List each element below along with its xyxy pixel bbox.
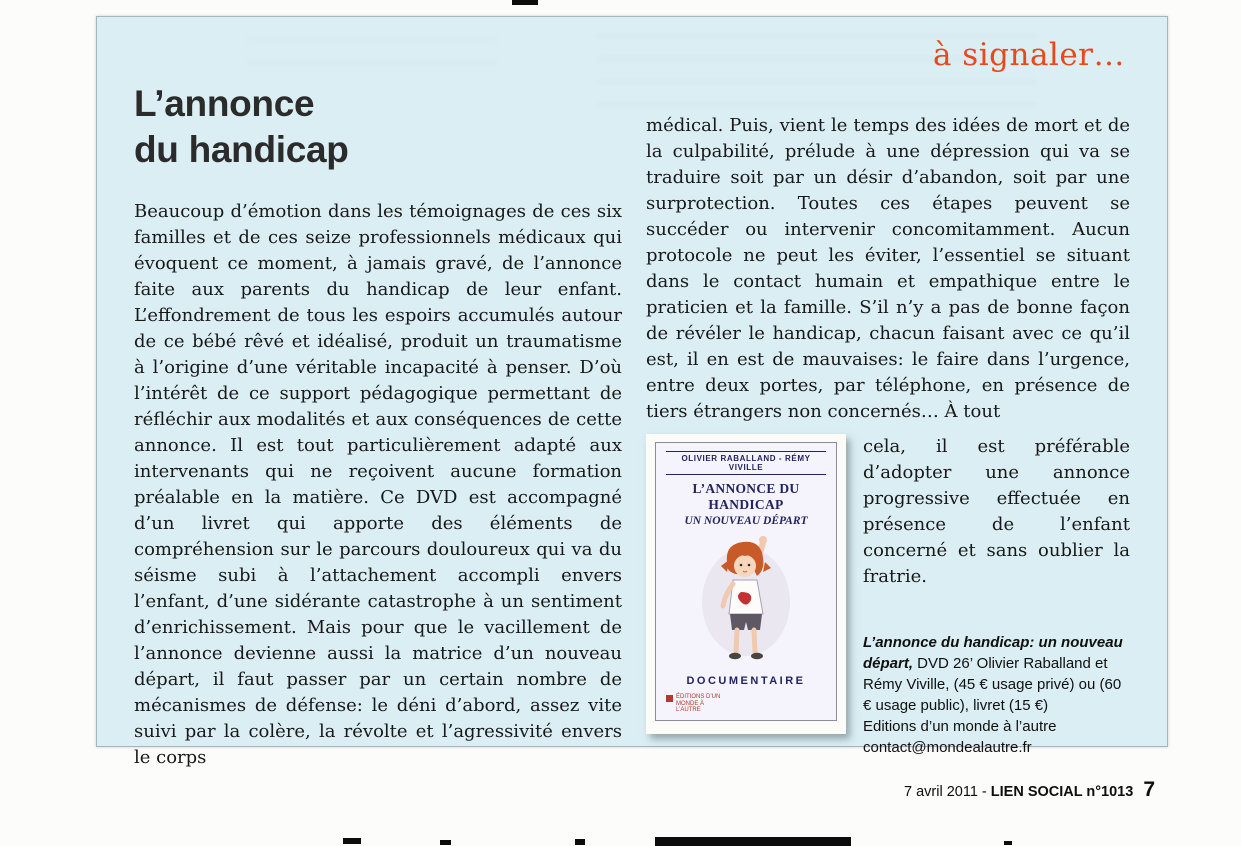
body-paragraph-right: médical. Puis, vient le temps des idées de mort et de la culpabilité, prélude à une dépression qui va se traduire soit par un désir d’abandon, soit par une surprotection. Toutes ces étapes peuvent se succéder ou intervenir concomitamment. Aucun protocole ne peut les éviter, l’essentiel se situant dans le contact humain et empathique entre le praticien et la famille. S’il n’y a pas de bonne façon de révéler le handicap, chacun faisant avec ce qu’il est, il en est de mauvaises: le faire dans l’urgence, entre deux portes, par téléphone, en présence de tiers étrangers non concernés… À tout: [646, 115, 1130, 422]
right-column: [646, 113, 1130, 758]
dvd-genre: DOCUMENTAIRE: [686, 675, 806, 687]
scan-artifact: [512, 0, 538, 5]
page-footer: [904, 778, 1155, 802]
body-paragraph-left: Beaucoup d’émotion dans les témoignages de ces six familles et de ces seize professionnels médicaux qui évoquent ce moment, à jamais gravé, de l’annonce faite aux parents du handicap de leur enfant. L’effondrement de tous les espoirs accumulés autour de ce bébé rêvé et idéalisé, produit un traumatisme à l’origine d’une véritable incapacité à penser. D’où l’intérêt de ce support pédagogique permettant de réfléchir aux modalités et aux conséquences de cette annonce. Il est tout particulièrement adapté aux intervenants qui ne reçoivent aucune formation préalable en la matière. Ce DVD est accompagné d’un livret qui apporte des éléments de compréhension sur le parcours douloureux qui va du séisme subi à l’attachement accompli envers l’enfant, d’une sidérante catastrophe à un sentiment d’enrichissement. Mais pour que le vacillement de l’annonce devienne aussi la matrice d’un nouveau départ, il faut passer par un certain nombre de mécanismes de défense: le déni d’abord, assez vite suivi par la colère, la révolte et l’agressivité envers le corps: [134, 201, 622, 768]
article-title: [134, 81, 349, 173]
scan-artifact: [655, 837, 851, 846]
footer-date: 7 avril 2011 -: [904, 784, 991, 800]
media-side-column: [846, 434, 1130, 758]
body-paragraph-wrap: cela, il est préférable d’adopter une annonce progressive effectuée en présence de l’enfant concerné et sans oublier la fratrie.: [863, 436, 1130, 587]
dvd-publisher: ÉDITIONS D’UN MONDE À L’AUTRE: [676, 694, 721, 713]
dvd-authors: OLIVIER RABALLAND - RÉMY VIVILLE: [666, 451, 826, 475]
footer-magazine-title: LIEN SOCIAL n°1013: [990, 784, 1134, 800]
caption-details: DVD 26’ Olivier Raballand et Rémy Viville, (45 € usage privé) ou (60 € usage public), livret (15 €): [863, 655, 1122, 714]
dvd-title: L’ANNONCE DU HANDICAP: [692, 481, 800, 512]
footer-page-number: 7: [1143, 778, 1155, 801]
dvd-publisher-logo: [662, 694, 830, 714]
scan-artifact: [343, 838, 361, 844]
dvd-caption: [863, 632, 1130, 758]
caption-publisher: Editions d’un monde à l’autre: [863, 718, 1057, 735]
article-title-line1: L’annonce: [134, 83, 315, 124]
dvd-cover-photo: [646, 434, 846, 734]
section-label: à signaler…: [932, 37, 1125, 73]
magazine-page: [96, 16, 1168, 768]
dvd-cover: [655, 442, 837, 721]
scan-bleed-ghost: [247, 39, 497, 79]
dvd-subtitle: UN NOUVEAU DÉPART: [684, 515, 808, 527]
media-row: [646, 434, 1130, 758]
scan-artifact: [575, 839, 585, 845]
publisher-logo-mark: [666, 695, 673, 702]
caption-main: [863, 632, 1130, 716]
left-column: [134, 199, 622, 771]
caption-title: L’annonce du handicap: un nouveau départ,: [863, 634, 1123, 672]
caption-contact: contact@mondealautre.fr: [863, 739, 1032, 756]
scan-artifact: [440, 840, 451, 845]
article-title-line2: du handicap: [134, 129, 349, 170]
dvd-cover-illustration: [676, 532, 816, 672]
scan-artifact: [1004, 841, 1012, 845]
